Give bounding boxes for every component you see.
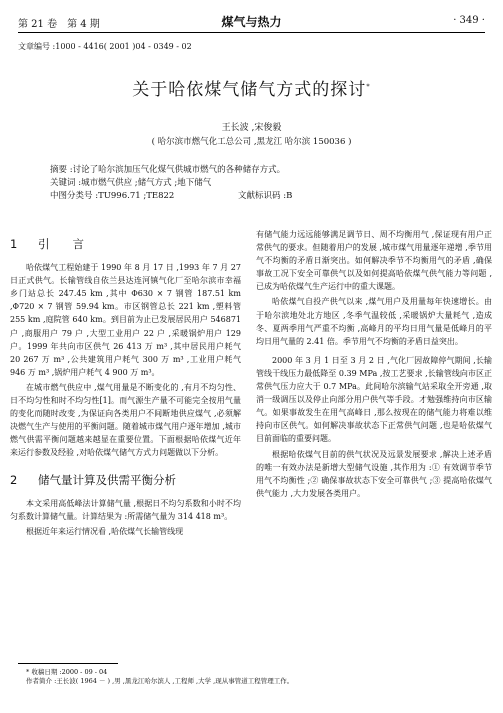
section-heading-1 xyxy=(10,238,241,251)
left-column xyxy=(10,238,241,540)
paper-title xyxy=(0,75,503,100)
right-column xyxy=(256,228,492,502)
paragraph: 哈依煤气工程始建于 1990 年 8 月 17 日 ,1993 年 7 月 27 日正式供气。长输管线自依兰县达连河镇气化厂至哈尔滨市幸福乡门站总长 247.45 km ,其中 Φ630 × 7 钢管 187.51 km ,Φ720 × 7 钢管 59.94 km。市区钢管总长 221 km ,塑料管 255 km ,庭院管 640 km。到目前为止已发展居民用户 546871 户 ,商服用户 79 户 ,大型工业用户 22 户 ,采暖锅炉用户 129 户。1999 年共向市区供气 26 413 万 m³ ,其中居民用户耗气 20 267 万 m³ ,公共建筑用户耗气 300 万 m³ ,工业用户耗气 946 万 m³ ,锅炉用户耗气 4 900 万 m³。 xyxy=(10,263,241,377)
author-bio: 作者简介 :王长波( 1964 － ) ,男 ,黑龙江哈尔滨人 ,工程师 ,大学 ,现从事管道工程管理工作。 xyxy=(26,677,294,685)
paragraph: 哈依煤气自投产供气以来 ,煤气用户及用量每年快速增长。由于哈尔滨地处北方地区 ,冬季气温较低 ,采暖锅炉大量耗气 ,造成冬、夏两季用气严重不均衡 ,高峰月的平均日用气量是低峰月的平均日用气量的 2.41 倍。季节用气不均衡的矛盾日益突出。 xyxy=(256,297,492,346)
title-footnote-mark: * xyxy=(366,82,371,91)
footnote-rule xyxy=(18,663,118,664)
document-code: 文献标识码 :B xyxy=(238,191,293,201)
classification-line xyxy=(50,190,463,203)
title-text: 关于哈依煤气储气方式的探讨 xyxy=(132,80,367,100)
section-title: 储气量计算及供需平衡分析 xyxy=(38,472,176,487)
paragraph: 根据近年来运行情况看 ,哈依煤气长输管线现 xyxy=(26,526,184,536)
paragraph: 有储气能力远远能够满足调节日、周不均衡用气 ,保证现有用户正常供气的要求。但随着用户的发展 ,城市煤气用量逐年递增 ,季节用气不均衡的矛盾日渐突出。如何解决季节不均衡用气的矛盾 ,确保事故工况下安全可靠供气以及如何提高哈依煤气供气能力等问题 ,已成为哈依煤气生产运行中的重大课题。 xyxy=(256,230,492,292)
section-heading-2 xyxy=(10,474,241,487)
running-header xyxy=(18,15,485,31)
received-date: * 收稿日期 :2000 - 09 - 04 xyxy=(26,668,108,676)
abstract-block xyxy=(50,164,463,203)
abstract: 摘要 :讨论了哈尔滨加压气化煤气供城市燃气的各种储存方式。 xyxy=(50,165,286,175)
paragraph: 在城市燃气供应中 ,煤气用量是不断变化的 ,有月不均匀性、日不均匀性和时不均匀性[1]。而气源生产量不可能完全按用气量的变化而随时改变 ,为保证向各类用户不间断地供应煤气 ,必须解决燃气生产与使用的平衡问题。随着城市煤气用户逐年增加 ,城市燃气供需平衡问题越来越显在重要位置。下面根据哈依煤气近年来运行参数及经验 ,对哈依煤气储气方式力问题做以下分析。 xyxy=(10,382,241,458)
header-rule xyxy=(18,32,485,33)
journal-issue: 第 21 卷 第 4 期 xyxy=(18,19,100,30)
journal-name: 煤气与热力 xyxy=(221,15,282,29)
section-number: 1 xyxy=(10,237,18,251)
page-number: · 349 · xyxy=(453,15,485,26)
affiliation: ( 哈尔滨市燃气化工总公司 ,黑龙江 哈尔滨 150036 ) xyxy=(151,137,352,147)
section-number: 2 xyxy=(10,472,18,487)
keywords: 关键词 :城市燃气供应 ;储气方式 ;地下储气 xyxy=(50,178,212,188)
paragraph: 根据哈依煤气目前的供气状况及远景发展要求 ,解决上述矛盾的唯一有效办法是新增大型储气设施 ,其作用为 :① 有效调节季节用气不均衡性 ;② 确保事故状态下安全可靠供气 ;③ 提高哈依煤气供气能力 ,大力发展各类用户。 xyxy=(256,449,492,498)
section-title: 引 言 xyxy=(38,237,84,251)
authors: 王长波 ,宋俊毅 xyxy=(221,123,282,133)
article-number: 文章编号 :1000 - 4416( 2001 )04 - 0349 - 02 xyxy=(18,42,192,51)
footnote xyxy=(26,668,293,686)
paragraph: 2000 年 3 月 1 日至 3 月 2 日 ,气化厂因故障停气期间 ,长输管线干线压力最低降至 0.39 MPa ,按工艺要求 ,长输管线向市区正常供气压力应大于 0.7 MPa。此间哈尔滨输气站采取全开旁通 ,取消一级调压以及停止向部分用户供气等手段。才勉强维持向市区输气。如果事故发生在用气高峰日 ,那么按现在的储气能力将难以维持向市区供气。如何解决事故状态下正常供气问题 ,也是哈依煤气目前面临的重要问题。 xyxy=(256,355,492,444)
paragraph: 本文采用高低峰法计算储气量 ,根据日不均匀系数和小时不均匀系数计算储气量。计算结果为 :所需储气量为 314 418 m³。 xyxy=(10,498,241,521)
clc-number: 中图分类号 :TU996.71 ;TE822 xyxy=(50,191,175,201)
